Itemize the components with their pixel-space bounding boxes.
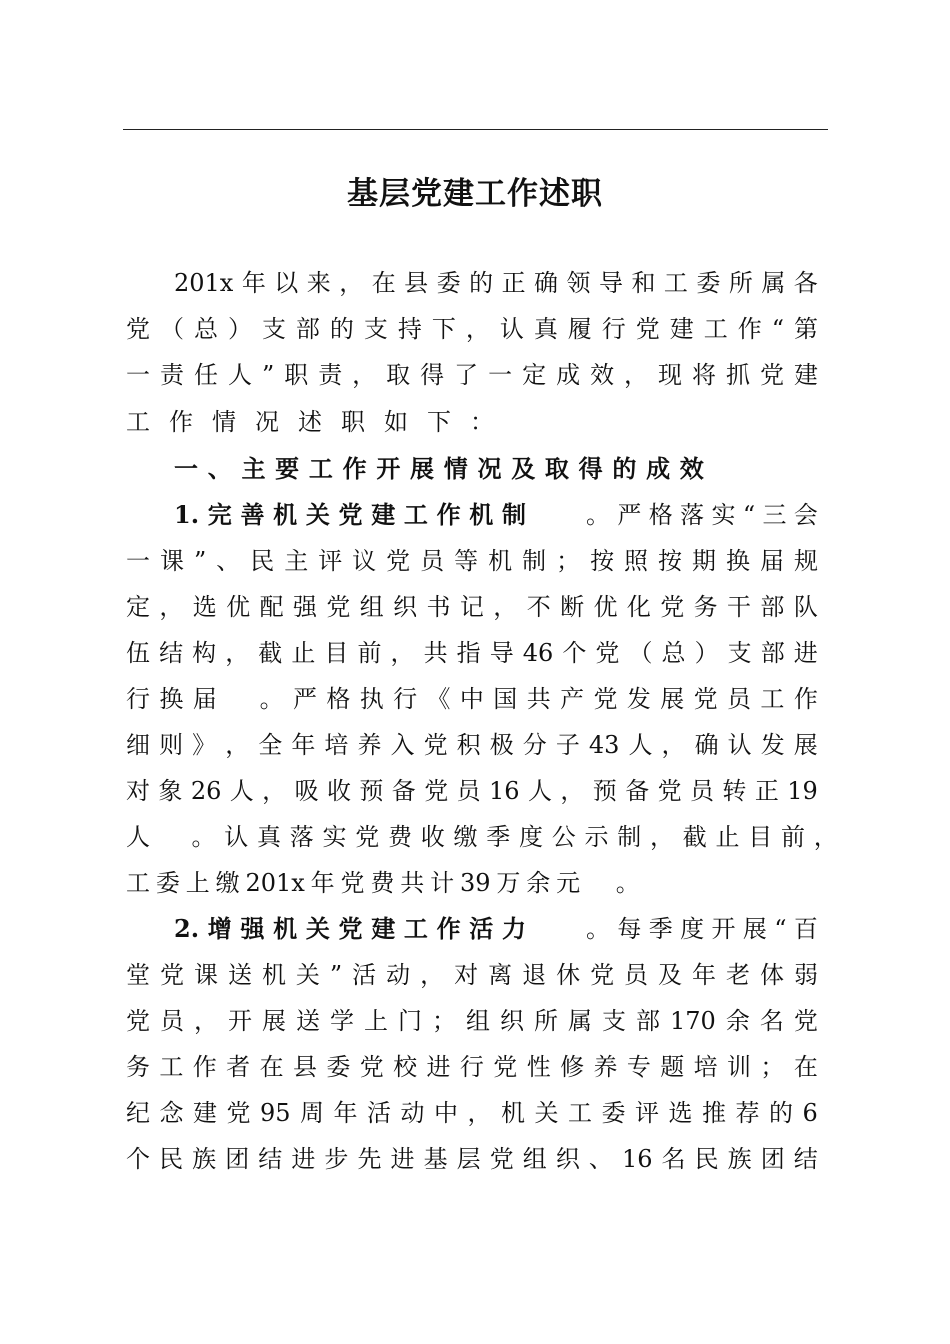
- item2-line: 个 民 族 团 结 进 步 先 进 基 层 党 组 织 、 16 名 民 族 团 结: [126, 1145, 818, 1173]
- item1-line: 人 。 认 真 落 实 党 费 收 缴 季 度 公 示 制 ， 截 止 目 前 ，: [126, 823, 838, 851]
- section-heading: 一 、 主 要 工 作 开 展 情 况 及 取 得 的 成 效: [174, 455, 704, 483]
- item1-line: 定 ， 选 优 配 强 党 组 织 书 记 ， 不 断 优 化 党 务 干 部 队: [126, 593, 818, 621]
- item1-lead-rest: 。 严 格 落 实 “ 三 会: [586, 501, 818, 529]
- item2-line: 务 工 作 者 在 县 委 党 校 进 行 党 性 修 养 专 题 培 训 ； 在: [126, 1053, 818, 1081]
- document-title: 基层党建工作述职: [347, 176, 603, 212]
- item2-bold-lead: 2. 增 强 机 关 党 建 工 作 活 力: [174, 914, 526, 943]
- intro-line: 一 责 任 人 ” 职 责 ， 取 得 了 一 定 成 效 ， 现 将 抓 党 建: [126, 361, 818, 389]
- intro-line: 201x 年 以 来 ， 在 县 委 的 正 确 领 导 和 工 委 所 属 各: [174, 269, 818, 297]
- item1-line: 一 课 ” 、 民 主 评 议 党 员 等 机 制 ； 按 照 按 期 换 届 规: [126, 547, 818, 575]
- item2-line: 堂 党 课 送 机 关 ” 活 动 ， 对 离 退 休 党 员 及 年 老 体 弱: [126, 961, 818, 989]
- item1-line-first: [174, 495, 818, 535]
- item1-line: 细 则 》 ， 全 年 培 养 入 党 积 极 分 子 43 人 ， 确 认 发 展: [126, 731, 818, 759]
- item2-line: 党 员 ， 开 展 送 学 上 门 ； 组 织 所 属 支 部 170 余 名 党: [126, 1007, 818, 1035]
- header-rule: [123, 129, 828, 130]
- item2-line: 纪 念 建 党 95 周 年 活 动 中 ， 机 关 工 委 评 选 推 荐 的 6: [126, 1099, 818, 1127]
- item1-line: 工 委 上 缴 201x 年 党 费 共 计 39 万 余 元 。: [126, 869, 640, 897]
- item2-lead-rest: 。 每 季 度 开 展 “ 百: [586, 915, 818, 943]
- item1-line: 行 换 届 。 严 格 执 行 《 中 国 共 产 党 发 展 党 员 工 作: [126, 685, 818, 713]
- item2-line-first: [174, 909, 818, 949]
- item1-line: 伍 结 构 ， 截 止 目 前 ， 共 指 导 46 个 党 （ 总 ） 支 部 进: [126, 639, 818, 667]
- item1-bold-lead: 1. 完 善 机 关 党 建 工 作 机 制: [174, 500, 526, 529]
- intro-line: 工 作 情 况 述 职 如 下 ：: [126, 408, 494, 436]
- item1-line: 对 象 26 人 ， 吸 收 预 备 党 员 16 人 ， 预 备 党 员 转 正 19: [126, 777, 818, 805]
- intro-line: 党 （ 总 ） 支 部 的 支 持 下 ， 认 真 履 行 党 建 工 作 “ 第: [126, 315, 818, 343]
